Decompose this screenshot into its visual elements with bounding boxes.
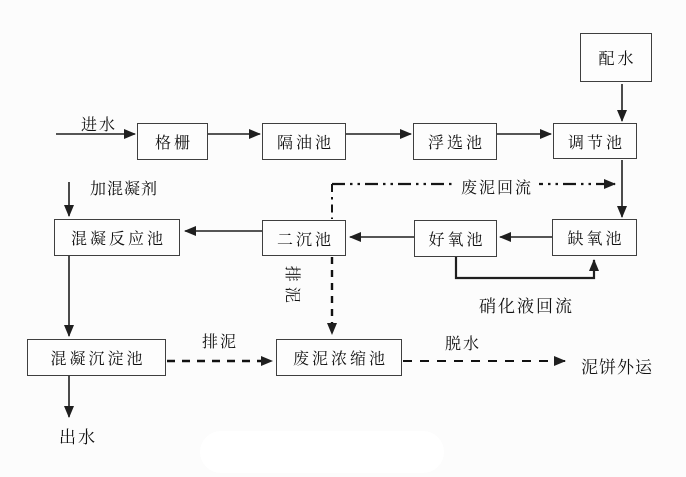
node-water-distribution: 配水 xyxy=(580,33,652,82)
label-sludge-discharge: 排泥 xyxy=(202,332,239,351)
arrow-nitrified-liquor-recycle xyxy=(456,257,594,278)
node-anoxic-tank: 缺氧池 xyxy=(552,219,637,256)
node-bar-screen: 格栅 xyxy=(137,123,208,160)
label-coagulant-dosing: 加混凝剂 xyxy=(90,179,159,198)
node-coagulation-sedimentation-tank: 混凝沉淀池 xyxy=(27,339,166,376)
label-sludge-cake-out: 泥饼外运 xyxy=(581,358,653,378)
label-sludge-discharge-vertical: 排泥 xyxy=(282,265,302,308)
label-outflow: 出水 xyxy=(59,428,97,448)
node-aerobic-tank: 好氧池 xyxy=(414,220,497,257)
label-waste-sludge-return: 废泥回流 xyxy=(455,179,539,197)
node-waste-sludge-thickener: 废泥浓缩池 xyxy=(276,339,402,376)
node-flotation-tank: 浮选池 xyxy=(413,123,497,160)
label-inflow: 进水 xyxy=(81,115,118,134)
label-dewatering: 脱水 xyxy=(445,334,482,353)
node-oil-separator: 隔油池 xyxy=(262,123,346,160)
node-secondary-clarifier: 二沉池 xyxy=(262,220,346,256)
node-equalization-tank: 调节池 xyxy=(553,123,637,159)
label-nitrified-liquor-return: 硝化液回流 xyxy=(479,297,574,317)
node-coagulation-reaction-tank: 混凝反应池 xyxy=(54,219,180,256)
